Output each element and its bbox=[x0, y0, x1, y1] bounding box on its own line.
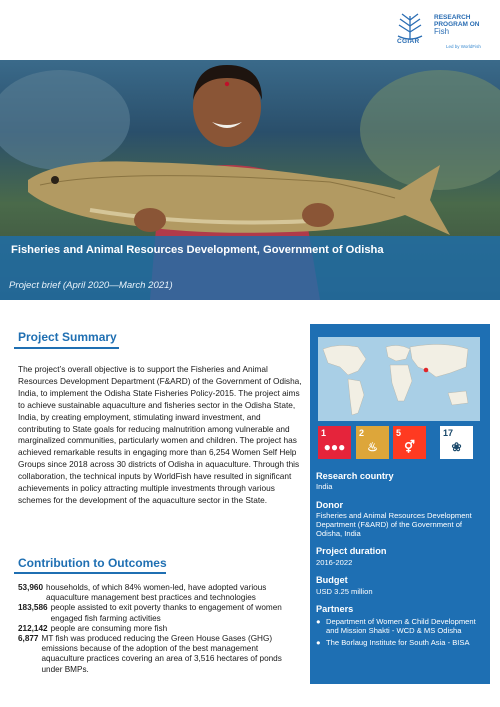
world-map bbox=[318, 337, 480, 421]
logo-cgiar: CGIAR bbox=[397, 38, 420, 45]
outcome-item bbox=[18, 583, 303, 603]
outcome-number: 212,142 bbox=[18, 623, 48, 633]
sdg-number: 2 bbox=[359, 428, 365, 438]
outcome-item bbox=[18, 603, 303, 623]
outcomes-list bbox=[18, 583, 303, 675]
outcome-text: people assisted to exit poverty thanks to engagement of women engaged fish farming activities bbox=[50, 603, 282, 623]
logo-line-3: Fish bbox=[434, 27, 450, 36]
outcome-number: 183,586 bbox=[18, 603, 48, 613]
partnership-icon: ❀ bbox=[451, 440, 462, 454]
partner-name: Department of Women & Child Development and Mission Shakti - WCD & MS Odisha bbox=[326, 617, 476, 636]
bullet-icon: ● bbox=[316, 617, 321, 626]
bullet-icon: ● bbox=[316, 638, 321, 648]
outcome-item bbox=[18, 634, 303, 675]
sdg-number: 17 bbox=[443, 428, 454, 438]
page-subtitle: Project brief (April 2020—March 2021) bbox=[9, 280, 173, 291]
partners-list bbox=[316, 617, 486, 651]
outcome-text: households, of which 84% women-led, have adopted various aquaculture management best practices and technologies bbox=[46, 583, 267, 603]
sdg-17-badge bbox=[440, 426, 473, 459]
budget-label: Budget bbox=[316, 575, 348, 585]
summary-paragraph: The project’s overall objective is to support the Fisheries and Animal Resources Development Department (F&ARD) of the Government of Odisha, India, to implement the Odisha State Fisheries Policy-2015. The project aims to achieve sustainable aquaculture and fisheries sector in the Odisha State, India, by creating employment, stimulating inward investment, and contributing to State goals for reducing malnutrition among vulnerable and marginalized communities, particularly women and children. The project has achieved remarkable results in engaging more than 6,254 Women Self Help Groups since 2018 across 30 districts of Odisha in aquaculture. Through this collaboration, the technical inputs by WorldFish have resulted in significant achievements in policy attracting multiple investments through various schemes for the development of the aquaculture sector in the State. bbox=[18, 364, 302, 505]
donor-label: Donor bbox=[316, 500, 344, 510]
outcome-item bbox=[18, 624, 303, 634]
logo-line-2: PROGRAM ON bbox=[434, 21, 480, 28]
partners-label: Partners bbox=[316, 604, 354, 614]
partner-name: The Borlaug Institute for South Asia - BISA bbox=[326, 638, 470, 648]
outcome-text: people are consuming more fish bbox=[50, 623, 168, 633]
outcome-number: 6,877 bbox=[18, 634, 39, 644]
sdg-1-badge bbox=[318, 426, 351, 459]
outcomes-heading: Contribution to Outcomes bbox=[18, 556, 167, 570]
summary-heading-underline bbox=[14, 347, 119, 349]
logo-line-1: RESEARCH bbox=[434, 14, 471, 21]
people-icon: ●●● bbox=[323, 440, 346, 454]
hero-photo bbox=[0, 60, 500, 300]
sdg-number: 5 bbox=[396, 428, 402, 438]
partner-item bbox=[316, 617, 486, 635]
donor-value: Fisheries and Animal Resources Development Department (F&ARD) of the Government of Odisha, India bbox=[316, 511, 472, 538]
sdg-5-badge bbox=[393, 426, 426, 459]
sdg-number: 1 bbox=[321, 428, 327, 438]
duration-label: Project duration bbox=[316, 546, 387, 556]
summary-heading: Project Summary bbox=[18, 330, 117, 344]
sdg-2-badge bbox=[356, 426, 389, 459]
page-title: Fisheries and Animal Resources Development, Government of Odisha bbox=[11, 244, 384, 256]
country-label: Research country bbox=[316, 471, 394, 481]
partner-item bbox=[316, 638, 486, 647]
outcome-number: 53,960 bbox=[18, 583, 44, 592]
duration-value: 2016-2022 bbox=[316, 558, 353, 567]
gender-icon: ⚥ bbox=[404, 440, 415, 454]
budget-value: USD 3.25 million bbox=[316, 587, 373, 596]
logo-led-by: Led by WorldFish bbox=[446, 44, 481, 49]
outcomes-heading-underline bbox=[14, 572, 166, 574]
header bbox=[0, 0, 500, 60]
outcome-text: MT fish was produced reducing the Green House Gases (GHG) emissions because of the adoption of the best management aquaculture practices covering an area of 3,516 hectares of ponds under BMPs. bbox=[41, 634, 282, 674]
logo-text bbox=[434, 14, 480, 35]
bowl-icon: ♨ bbox=[367, 440, 378, 454]
country-value: India bbox=[316, 482, 333, 491]
